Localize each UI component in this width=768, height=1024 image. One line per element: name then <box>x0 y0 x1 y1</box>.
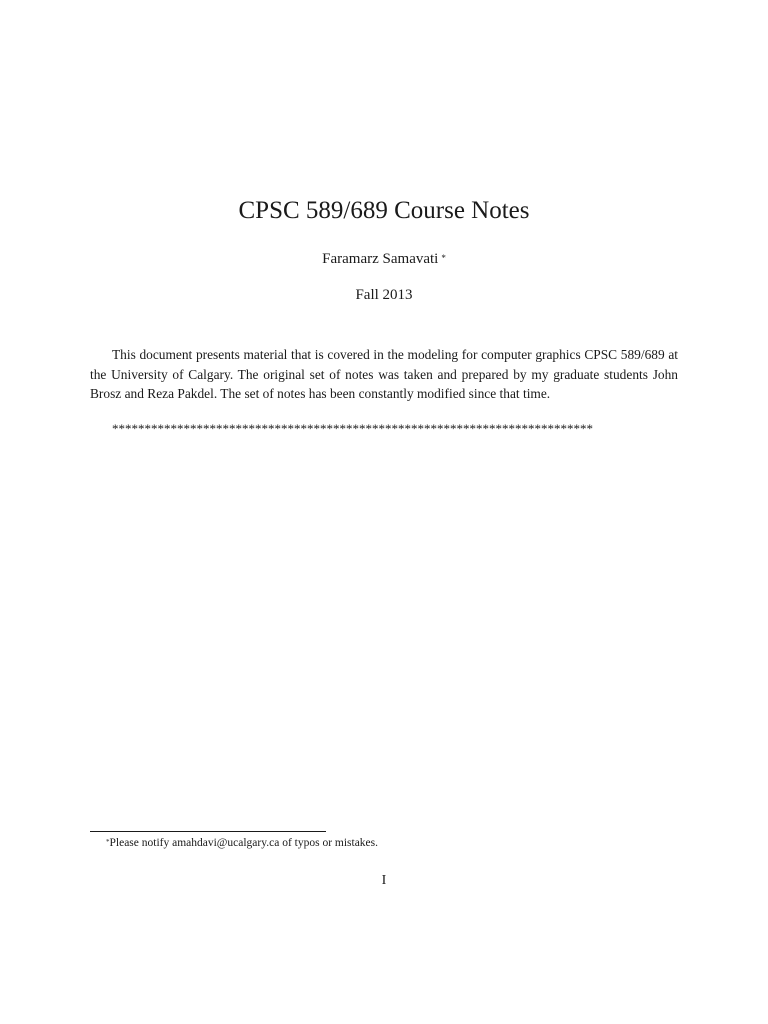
abstract-paragraph: This document presents material that is covered in the modeling for computer graphics CPSC 589/689 at the University of Calgary. The original set of notes was taken and prepared by my graduate students John Brosz and Reza Pakdel. The set of notes has been constantly modified since that time. <box>90 347 678 401</box>
page-number: I <box>381 873 387 888</box>
footnote <box>106 835 378 851</box>
author-footnote-mark: * <box>441 253 446 263</box>
author-name: Faramarz Samavati <box>322 251 439 267</box>
author-line <box>0 249 768 269</box>
document-date: Fall 2013 <box>355 287 413 303</box>
footnote-rule <box>90 831 326 832</box>
footnote-mark: * <box>106 838 110 846</box>
document-title: CPSC 589/689 Course Notes <box>238 197 530 224</box>
footnote-text: Please notify amahdavi@ucalgary.ca of typos or mistakes. <box>109 837 379 849</box>
asterisk-separator: ************************************************************************** <box>112 422 593 436</box>
